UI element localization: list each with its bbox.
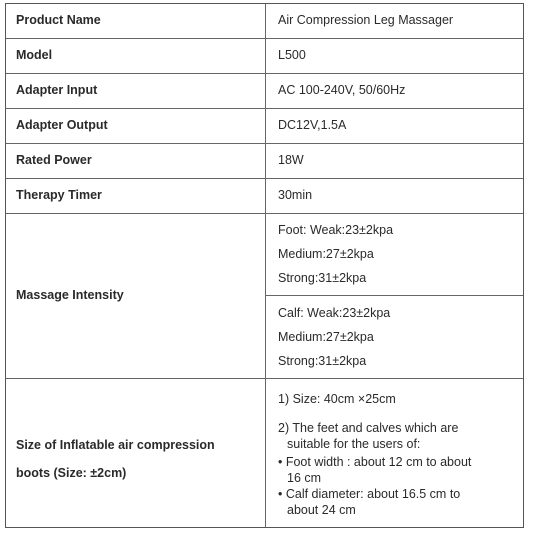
table-row [6,4,523,39]
row-label: Model [16,48,53,62]
row-label: Size of Inflatable air compression [16,438,215,452]
calf-strong: Strong:31±2kpa [278,354,367,368]
calf-medium: Medium:27±2kpa [278,330,374,344]
row-label: Product Name [16,13,101,27]
table-row [6,144,523,179]
row-label: Adapter Input [16,83,98,97]
foot-strong: Strong:31±2kpa [278,271,367,285]
spec-table [5,3,524,528]
foot-medium: Medium:27±2kpa [278,247,374,261]
row-value: DC12V,1.5A [278,118,347,132]
row-label: Massage Intensity [16,288,124,302]
row-label: Therapy Timer [16,188,102,202]
boots-size-line: • Foot width : about 12 cm to about [278,455,472,469]
row-value: L500 [278,48,306,62]
boots-size-line: 16 cm [287,471,322,485]
table-row [6,39,523,74]
row-label: boots (Size: ±2cm) [16,466,127,480]
row-value: Air Compression Leg Massager [278,13,454,27]
boots-size-line: suitable for the users of: [287,437,421,451]
table-row [6,109,523,144]
boots-size-row [6,379,523,527]
calf-weak: Calf: Weak:23±2kpa [278,306,391,320]
foot-weak: Foot: Weak:23±2kpa [278,223,394,237]
table-row [6,179,523,214]
boots-size-line: • Calf diameter: about 16.5 cm to [278,487,461,501]
boots-size-line: 1) Size: 40cm ×25cm [278,392,396,406]
massage-intensity-row [6,214,523,379]
row-label: Adapter Output [16,118,108,132]
row-label: Rated Power [16,153,92,167]
table-row [6,74,523,109]
row-value: 18W [278,153,304,167]
boots-size-line: about 24 cm [287,503,356,517]
row-value: AC 100-240V, 50/60Hz [278,83,406,97]
intensity-divider [266,295,523,296]
boots-size-line: 2) The feet and calves which are [278,421,459,435]
row-value: 30min [278,188,313,202]
